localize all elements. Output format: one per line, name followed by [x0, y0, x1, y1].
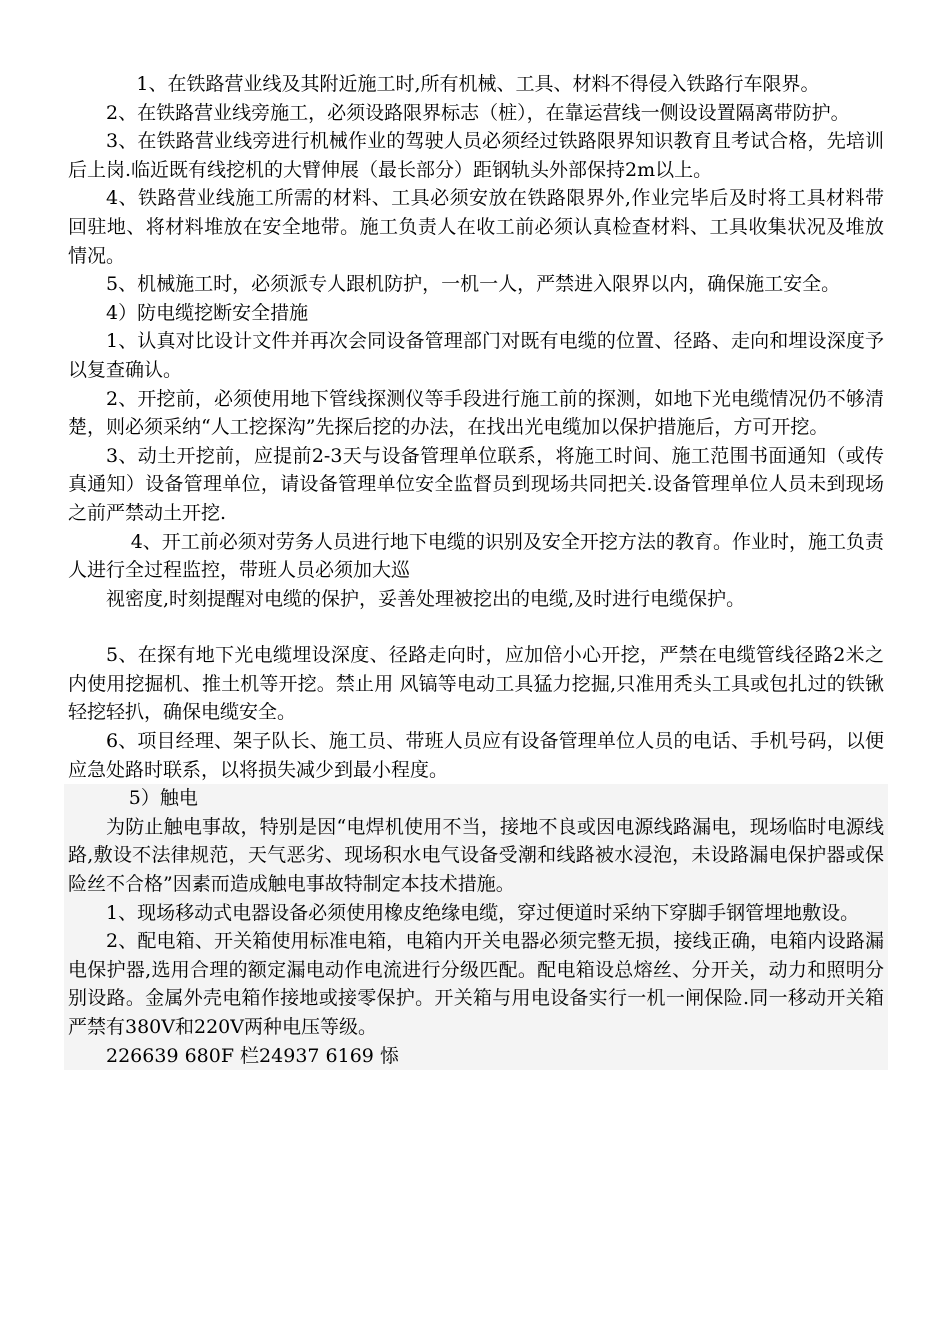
paragraph-electric-2: 2、配电箱、开关箱使用标准电箱，电箱内开关电器必须完整无损，接线正确，电箱内设路漏电保护器,选用合理的额定漏电动作电流进行分级匹配。配电箱设总熔丝、分开关，动力和照明分别设路。金属外壳电箱作接地或接零保护。开关箱与用电设备实行一机一闸保险.同一移动开关箱严禁有380V和220V两种电压等级。 — [68, 930, 884, 1038]
paragraph-rail-1: 1、在铁路营业线及其附近施工时,所有机械、工具、材料不得侵入铁路行车限界。 — [136, 73, 820, 95]
paragraph-rail-5: 5、机械施工时，必须派专人跟机防护，一机一人，严禁进入限界以内，确保施工安全。 — [106, 273, 841, 296]
document-footer-code: 226639 680F 栏24937 6169 悿 — [106, 1044, 399, 1067]
paragraph-electric-intro: 为防止触电事故，特别是因“电焊机使用不当，接地不良或因电源线路漏电，现场临时电源线路,敷设不法律规范，天气恶劣、现场积水电气设备受潮和线路被水浸泡，未设路漏电保护器或保险丝不合格”因素而造成触电事故特制定本技术措施。 — [68, 815, 884, 896]
paragraph-cable-1: 1、认真对比设计文件并再次会同设备管理部门对既有电缆的位置、径路、走向和埋设深度予以复查确认。 — [68, 330, 884, 381]
paragraph-cable-6: 6、项目经理、架子队长、施工员、带班人员应有设备管理单位人员的电话、手机号码，以便应急处路时联系，以将损失减少到最小程度。 — [68, 730, 884, 781]
paragraph-cable-2: 2、开挖前，必须使用地下管线探测仪等手段进行施工前的探测，如地下光电缆情况仍不够清楚，则必须采纳“人工挖探沟”先探后挖的办法，在找出光电缆加以保护措施后，方可开挖。 — [68, 387, 884, 439]
paragraph-rail-2: 2、在铁路营业线旁施工，必须设路限界标志（桩），在靠运营线一侧设设置隔离带防护。 — [106, 101, 850, 124]
shaded-section-electric — [64, 784, 888, 1070]
section-heading-cable: 4）防电缆挖断安全措施 — [106, 301, 309, 324]
paragraph-cable-4-continued: 视密度,时刻提醒对电缆的保护，妥善处理被挖出的电缆,及时进行电缆保护。 — [106, 587, 746, 610]
paragraph-cable-5: 5、在探有地下光电缆埋设深度、径路走向时，应加倍小心开挖，严禁在电缆管线径路2米之内使用挖掘机、推土机等开挖。禁止用 风镐等电动工具猛力挖掘,只准用秃头工具或包扎过的铁锹轻挖轻扒，确保电缆安全。 — [68, 644, 884, 724]
paragraph-cable-4: 4、开工前必须对劳务人员进行地下电缆的识别及安全开挖方法的教育。作业时，施工负责人进行全过程监控，带班人员必须加大巡 — [68, 530, 884, 582]
section-heading-electric: 5）触电 — [128, 787, 198, 810]
paragraph-cable-3: 3、动土开挖前，应提前2-3天与设备管理单位联系，将施工时间、施工范围书面通知（或传真通知）设备管理单位，请设备管理单位安全监督员到现场共同把关.设备管理单位人员未到现场之前严禁动土开挖. — [68, 444, 884, 524]
paragraph-electric-1: 1、现场移动式电器设备必须使用橡皮绝缘电缆，穿过便道时采纳下穿脚手钢管埋地敷设。 — [106, 901, 860, 924]
paragraph-rail-4: 4、铁路营业线施工所需的材料、工具必须安放在铁路限界外,作业完毕后及时将工具材料带回驻地、将材料堆放在安全地带。施工负责人在收工前必须认真检查材料、工具收集状况及堆放情况。 — [68, 187, 884, 267]
paragraph-rail-3: 3、在铁路营业线旁进行机械作业的驾驶人员必须经过铁路限界知识教育且考试合格，先培训后上岗.临近既有线挖机的大臂伸展（最长部分）距钢轨头外部保持2m以上。 — [68, 130, 884, 181]
document-body — [68, 70, 884, 1070]
